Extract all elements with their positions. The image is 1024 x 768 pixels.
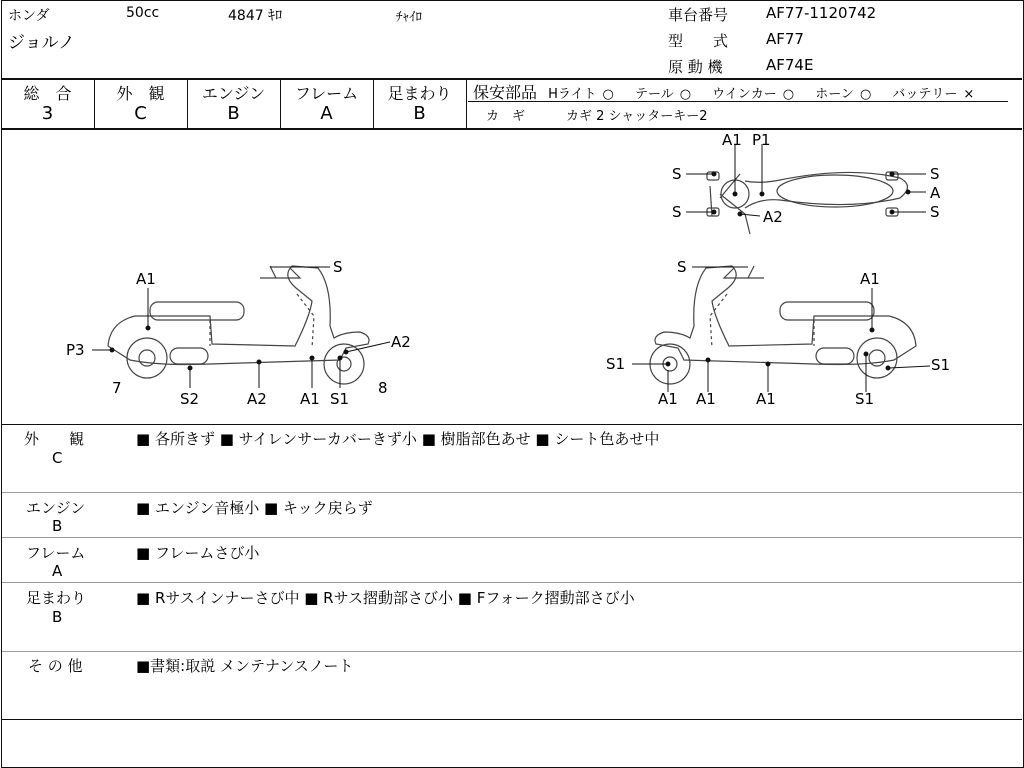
mileage: 4847 ｷﾛ <box>228 8 283 24</box>
maker: ホンダ <box>8 8 50 24</box>
section-text: ■ 各所きず ■ サイレンサーカバーきず小 ■ 樹脂部色あせ ■ シート色あせ中 <box>136 430 660 448</box>
mark-7: 7 <box>112 379 122 397</box>
section-label: 外 観 <box>24 430 85 448</box>
section-grade: C <box>52 449 63 467</box>
mark-a1: A1 <box>756 390 776 408</box>
mark-s1: S1 <box>330 390 350 408</box>
part-mark-circle: ○ <box>859 87 872 102</box>
color: ﾁｬｲﾛ <box>396 10 422 25</box>
part-name: ホーン <box>815 87 854 102</box>
grade-value: A <box>320 103 333 124</box>
section-grade: A <box>52 562 63 580</box>
grade-value: B <box>413 103 426 124</box>
grade-overall <box>1 80 95 128</box>
mark-s1: S1 <box>606 355 626 373</box>
mark-a: A <box>930 184 941 202</box>
mark-a1: A1 <box>696 390 716 408</box>
section-divider <box>2 424 1022 425</box>
mark-s: S <box>672 203 682 221</box>
part-mark-cross: × <box>963 87 975 102</box>
grade-label: 足まわり <box>387 84 452 103</box>
mark-s: S <box>672 165 682 183</box>
grade-exterior <box>94 80 188 128</box>
mark-s1: S1 <box>855 390 875 408</box>
mark-p1: P1 <box>752 131 771 149</box>
mark-s: S <box>677 258 687 276</box>
part-name: バッテリー <box>892 87 958 102</box>
grade-label: エンジン <box>201 84 266 103</box>
mark-8: 8 <box>378 379 388 397</box>
safety-label: 保安部品 <box>473 83 538 102</box>
grade-value: C <box>134 103 147 124</box>
section-text: ■書類:取説 メンテナンスノート <box>136 657 354 675</box>
section-grade: B <box>52 517 63 535</box>
engine-label: 原 動 機 <box>668 58 723 76</box>
section-grade: B <box>52 608 63 626</box>
section-divider <box>2 719 1022 720</box>
section-divider <box>2 537 1022 538</box>
mark-a1: A1 <box>136 270 156 288</box>
part-name: テール <box>634 87 674 102</box>
safety-parts <box>473 80 980 103</box>
part-name: ウインカー <box>712 87 777 102</box>
part-mark-circle: ○ <box>679 87 692 102</box>
type-label: 型 式 <box>668 32 729 50</box>
grade-frame <box>280 80 374 128</box>
mark-a2: A2 <box>247 390 267 408</box>
grade-value: 3 <box>41 103 54 124</box>
damage-diagram <box>0 126 1024 424</box>
key-label: カ ギ <box>486 109 526 124</box>
section-label: 足まわり <box>26 589 87 607</box>
grade-engine <box>187 80 281 128</box>
section-label: そ の 他 <box>28 657 83 675</box>
section-text: ■ エンジン音極小 ■ キック戻らず <box>136 499 373 517</box>
section-label: フレーム <box>26 544 86 562</box>
type-value: AF77 <box>766 30 804 48</box>
grade-label: フレーム <box>294 84 359 103</box>
section-label: エンジン <box>26 499 86 517</box>
section-divider <box>2 492 1022 493</box>
mark-a1: A1 <box>860 270 880 288</box>
key-value: カギ 2 シャッターキー2 <box>566 109 708 124</box>
section-text: ■ フレームさび小 <box>136 544 260 562</box>
frame-no: AF77-1120742 <box>766 4 877 22</box>
mark-a1: A1 <box>658 390 678 408</box>
mark-s: S <box>930 165 940 183</box>
mark-s1: S1 <box>931 356 951 374</box>
engine-value: AF74E <box>766 56 814 74</box>
mark-s: S <box>930 203 940 221</box>
grade-label: 総 合 <box>23 84 72 103</box>
mark-s: S <box>333 258 343 276</box>
section-text: ■ Rサスインナーさび中 ■ Rサス摺動部さび小 ■ Fフォーク摺動部さび小 <box>136 589 635 607</box>
mark-a1: A1 <box>300 390 320 408</box>
mark-p3: P3 <box>66 341 85 359</box>
grade-suspension <box>373 80 467 128</box>
model-name: ジョルノ <box>8 33 75 53</box>
part-mark-circle: ○ <box>782 87 795 102</box>
part-mark-circle: ○ <box>602 87 614 102</box>
frame-no-label: 車台番号 <box>668 6 729 24</box>
section-divider <box>2 582 1022 583</box>
part-name: Hライト <box>548 87 597 102</box>
grade-value: B <box>227 103 240 124</box>
mark-s2: S2 <box>180 390 200 408</box>
mark-a1: A1 <box>722 131 742 149</box>
grade-label: 外 観 <box>116 84 165 103</box>
displacement: 50cc <box>126 5 160 21</box>
scooter-top-view <box>707 172 908 234</box>
mark-a2: A2 <box>391 333 411 351</box>
mark-a2: A2 <box>763 208 783 226</box>
section-divider <box>2 651 1022 652</box>
